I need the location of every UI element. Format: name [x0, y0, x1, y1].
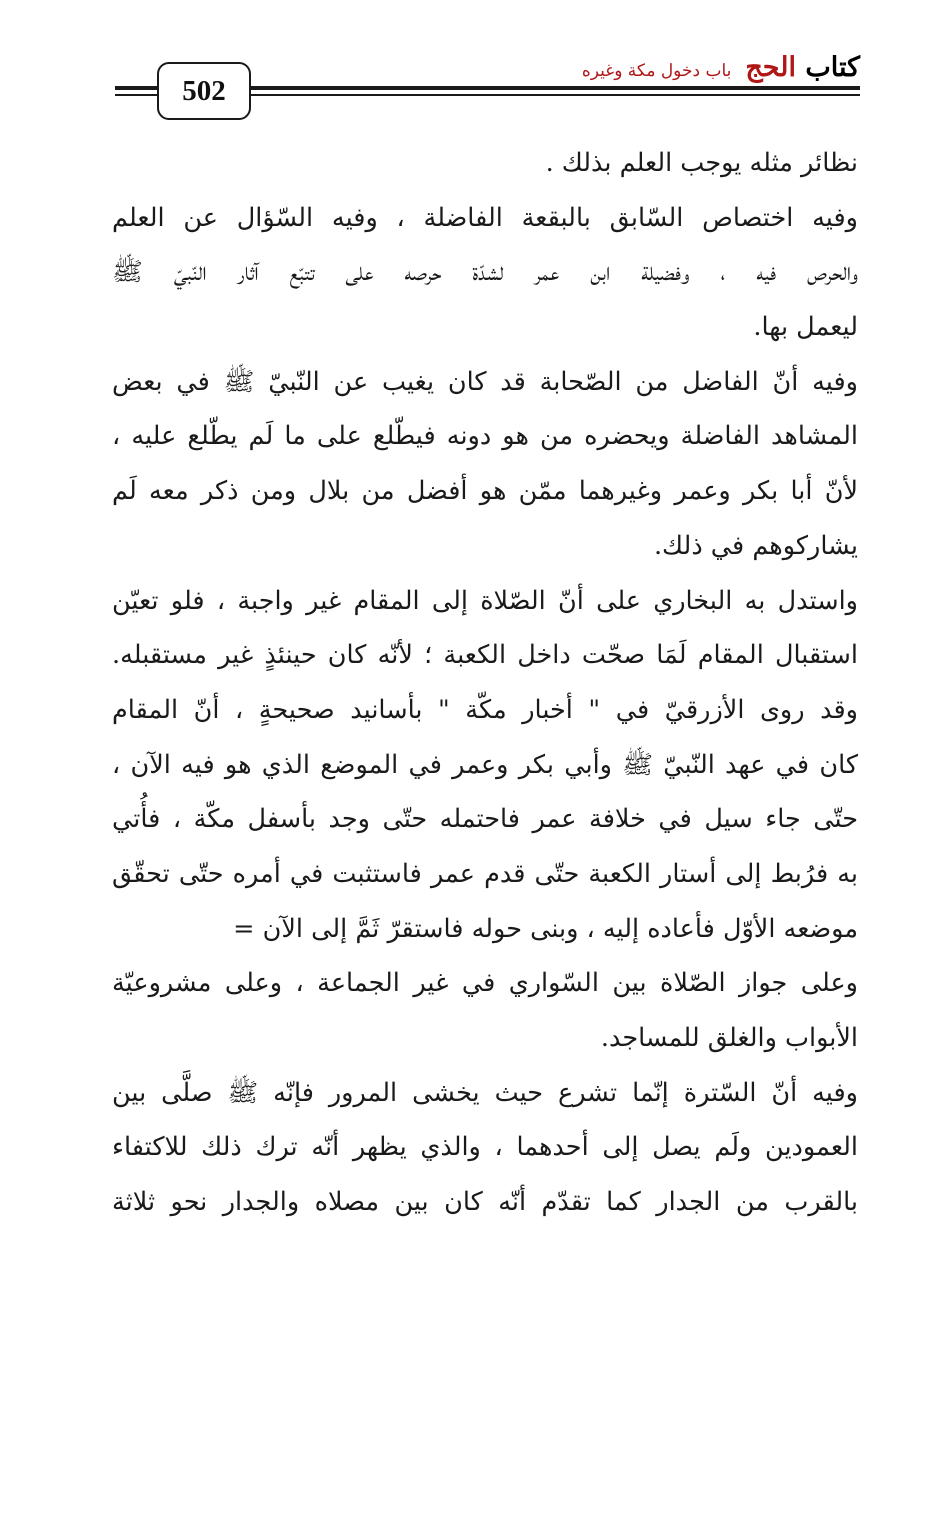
page-number: 502 — [182, 74, 226, 107]
text-line: وقد روى الأزرقيّ في " أخبار مكّة " بأسانيد صحيحةٍ ، أنّ المقام — [112, 694, 858, 725]
chapter-title: باب دخول مكة وغيره — [581, 61, 732, 81]
text-line: كان في عهد النّبيّ ﷺ وأبي بكر وعمر في الموضع الذي هو فيه الآن ، — [112, 749, 858, 780]
text-line: واستدل به البخاري على أنّ الصّلاة إلى المقام غير واجبة ، فلو تعيّن — [112, 585, 858, 616]
book-title — [745, 52, 860, 83]
text-line: استقبال المقام لَمَا صحّت داخل الكعبة ؛ لأنّه كان حينئذٍ غير مستقبله. — [112, 640, 858, 671]
text-line: ليعمل بها. — [753, 312, 858, 343]
text-line: بالقرب من الجدار كما تقدّم أنّه كان بين مصلاه والجدار نحو ثلاثة — [112, 1187, 858, 1218]
text-line: وفيه أنّ السّترة إنّما تشرع حيث يخشى المرور فإنّه ﷺ صلَّى بين — [112, 1077, 858, 1108]
body-text — [112, 136, 858, 1230]
text-line: به فرُبط إلى أستار الكعبة حتّى قدم عمر فاستثبت في أمره حتّى تحقّق — [112, 858, 858, 889]
text-line: نظائر مثله يوجب العلم بذلك . — [545, 148, 858, 178]
page-header — [115, 52, 860, 122]
running-head — [582, 52, 860, 84]
text-line: وفيه أنّ الفاضل من الصّحابة قد كان يغيب عن النّبيّ ﷺ في بعض — [112, 366, 858, 397]
text-line: الأبواب والغلق للمساجد. — [600, 1023, 858, 1053]
text-line: والحرص فيه ، وفضيلة ابن عمر لشدّة حرصه على تتبّع آثار النّبيّ ﷺ — [112, 257, 858, 288]
page-number-box — [157, 62, 251, 120]
text-line: لأنّ أبا بكر وعمر وغيرهما ممّن هو أفضل من بلال ومن ذكر معه لَم — [112, 476, 858, 507]
text-line: العمودين ولَم يصل إلى أحدهما ، والذي يظهر أنّه ترك ذلك للاكتفاء — [112, 1132, 858, 1163]
book-title-prefix: كتاب — [795, 52, 860, 83]
text-line: يشاركوهم في ذلك. — [653, 530, 858, 561]
book-title-accent: الحج — [745, 52, 796, 83]
text-line: وفيه اختصاص السّابق بالبقعة الفاضلة ، وفيه السّؤال عن العلم — [112, 202, 858, 233]
text-line: وعلى جواز الصّلاة بين السّواري في غير الجماعة ، وعلى مشروعيّة — [112, 968, 858, 999]
text-line: حتّى جاء سيل في خلافة عمر فاحتمله حتّى وجد بأسفل مكّة ، فأُتي — [112, 804, 858, 835]
text-line: موضعه الأوّل فأعاده إليه ، وبنى حوله فاستقرّ ثَمَّ إلى الآن = — [233, 913, 858, 944]
text-line: المشاهد الفاضلة ويحضره من هو دونه فيطّلع على ما لَم يطّلع عليه ، — [112, 421, 858, 452]
